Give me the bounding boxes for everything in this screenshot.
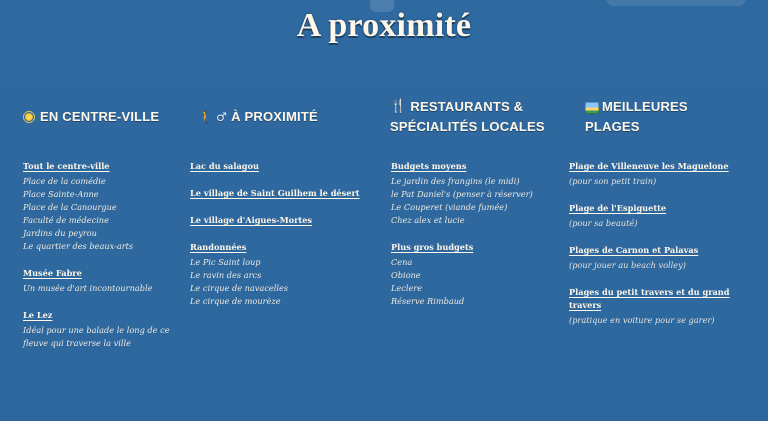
- list-item: Faculté de médecine: [23, 215, 109, 225]
- walking-person-icon: 🚶: [198, 109, 214, 124]
- list-item: Idéal pour une balade le long de ce: [23, 325, 170, 335]
- group-petit-grand-travers: [569, 286, 744, 327]
- list-item: Obione: [391, 270, 421, 280]
- list-item: le Pat Daniel's (penser à réserver): [391, 189, 533, 199]
- list-item: fleuve qui traverse la ville: [23, 338, 131, 348]
- section-heading-plages: [585, 98, 688, 136]
- list-item: Jardins du peyrou: [23, 228, 97, 238]
- list-item: (pour jouer au beach volley): [569, 260, 686, 270]
- list-item: Leclere: [391, 283, 423, 293]
- list-item: Le Pic Saint loup: [190, 257, 261, 267]
- male-sign-icon: ♂: [216, 109, 228, 124]
- list-item: Place de la Canourgue: [23, 202, 117, 212]
- list-item: (pour sa beauté): [569, 218, 638, 228]
- list-item: Le quartier des beaux-arts: [23, 241, 134, 251]
- group-title-link[interactable]: Le village d'Aigues-Mortes: [190, 215, 313, 225]
- list-item: Cena: [391, 257, 413, 267]
- column-a-proximite: [190, 160, 360, 322]
- group-saint-guilhem: [190, 187, 360, 200]
- group-title-link[interactable]: Plage de l'Espiguette: [569, 203, 667, 213]
- section-heading-label-line2: SPÉCIALITÉS LOCALES: [390, 119, 545, 134]
- list-item: Chez alex et lucie: [391, 215, 465, 225]
- list-item: Le cirque de mourèze: [190, 296, 281, 306]
- column-restaurants: [391, 160, 566, 322]
- group-musee-fabre: [23, 267, 183, 295]
- list-item: Le jardin des frangins (le midi): [391, 176, 520, 186]
- group-title-link[interactable]: Budgets moyens: [391, 161, 467, 171]
- group-espiguette: [569, 202, 744, 230]
- group-budgets-moyens: [391, 160, 566, 227]
- group-title-link[interactable]: Le Lez: [23, 310, 53, 320]
- list-item: Le cirque de navacelles: [190, 283, 289, 293]
- section-heading-label-line1: MEILLEURES: [602, 99, 688, 114]
- group-title-link[interactable]: Plages de Carnon et Palavas: [569, 245, 699, 255]
- sun-icon: [22, 110, 36, 124]
- group-villeneuve: [569, 160, 744, 188]
- list-item: Un musée d'art incontournable: [23, 283, 153, 293]
- group-title-link[interactable]: Tout le centre-ville: [23, 161, 110, 171]
- group-title-link[interactable]: Plages du petit travers et du grand travers: [569, 287, 730, 310]
- list-item: Le Couperet (viande fumée): [391, 202, 508, 212]
- list-item: Place Sainte-Anne: [23, 189, 99, 199]
- list-item: Place de la comédie: [23, 176, 106, 186]
- group-plus-gros-budgets: [391, 241, 566, 308]
- group-lac-du-salagou: [190, 160, 360, 173]
- column-plages: [569, 160, 744, 341]
- group-carnon-palavas: [569, 244, 744, 272]
- group-title-link[interactable]: Plus gros budgets: [391, 242, 474, 252]
- group-tout-le-centre-ville: [23, 160, 183, 253]
- page-title: A proximité: [296, 7, 472, 44]
- section-heading-restaurants: [390, 98, 545, 136]
- section-heading-label: À PROXIMITÉ: [231, 109, 318, 124]
- section-heading-label-line2: PLAGES: [585, 119, 640, 134]
- group-aigues-mortes: [190, 214, 360, 227]
- group-title-link[interactable]: Randonnées: [190, 242, 247, 252]
- beach-icon: [585, 102, 599, 114]
- list-item: (pratique en voiture pour se garer): [569, 315, 715, 325]
- column-centre-ville: [23, 160, 183, 364]
- group-title-link[interactable]: Musée Fabre: [23, 268, 82, 278]
- group-title-link[interactable]: Le village de Saint Guilhem le désert: [190, 188, 360, 198]
- group-randonnees: [190, 241, 360, 308]
- group-title-link[interactable]: Lac du salagou: [190, 161, 259, 171]
- list-item: Le ravin des arcs: [190, 270, 262, 280]
- group-le-lez: [23, 309, 183, 350]
- section-heading-label-line1: RESTAURANTS &: [410, 99, 524, 114]
- section-heading-centre-ville: [22, 108, 159, 126]
- list-item: (pour son petit train): [569, 176, 657, 186]
- group-title-link[interactable]: Plage de Villeneuve les Maguelone: [569, 161, 729, 171]
- section-heading-a-proximite: [198, 108, 318, 126]
- list-item: Réserve Rimbaud: [391, 296, 465, 306]
- utensils-icon: 🍴: [390, 99, 407, 115]
- section-heading-label: EN CENTRE-VILLE: [40, 109, 160, 124]
